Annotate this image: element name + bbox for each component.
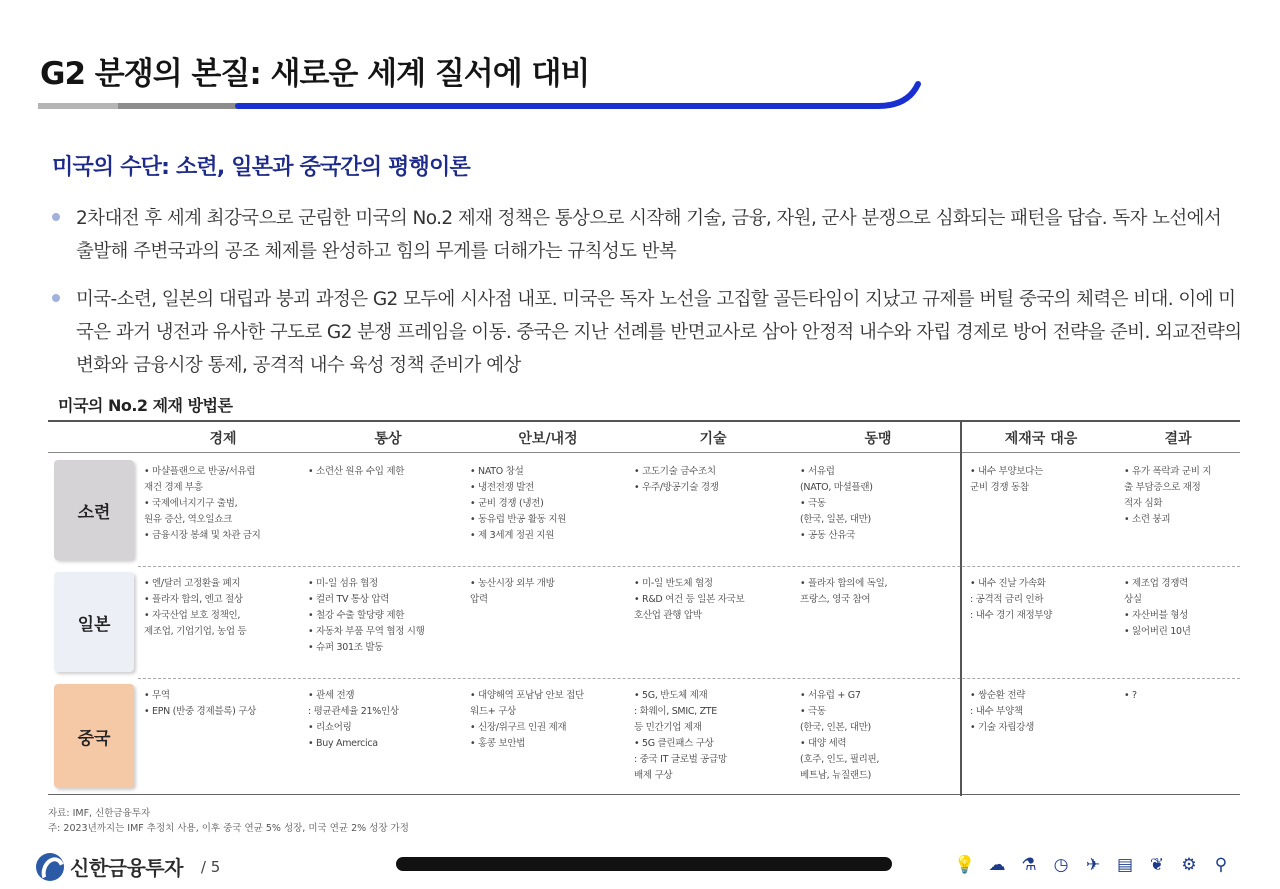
header-alliance: 동맹 [864, 431, 892, 447]
header-technology: 기술 [699, 431, 727, 447]
lightbulb-icon: 💡 [954, 855, 976, 875]
header-trade: 통상 [374, 431, 402, 447]
cell-line: : 내수 경기 재정부양 [970, 610, 1053, 621]
table-cell [470, 688, 630, 752]
row-label-japan: 일본 [54, 572, 134, 672]
page-number: / 5 [200, 857, 221, 876]
cell-line: • 소련 붕괴 [1124, 514, 1171, 525]
cell-line: • 리쇼어링 [308, 722, 352, 733]
cell-line: • 제 3세계 정권 지원 [470, 530, 555, 541]
cell-line: • EPN (반중 경제블록) 구상 [144, 706, 256, 717]
table-top-rule [48, 420, 1240, 422]
cell-line: • 국제에너지기구 출범, [144, 498, 238, 509]
cell-line: • 극동 [800, 706, 826, 717]
leaf-icon: ❦ [1149, 855, 1165, 875]
table-cell [970, 688, 1120, 736]
bullet-text: 미국-소련, 일본의 대립과 붕괴 과정은 G2 모두에 시사점 내포. 미국은 독자 노선을 고집할 골든타임이 지났고 규제를 버틸 중국의 체력은 비대. 이에 미국은 과거 냉전과 유사한 구도로 G2 분쟁 프레임을 이동. 중국은 지난 선례를 반면교사로 삼아 안정적 내수와 자립 경제로 방어 전략을 준비. 외교전략의 변화와 금융시장 통제, 공격적 내수 육성 정책 준비가 예상 [76, 289, 1242, 376]
page-title: G2 분쟁의 본질: 새로운 세계 질서에 대비 [40, 56, 590, 92]
cell-line: • 소련산 원유 수입 제한 [308, 466, 405, 477]
cell-line: 상실 [1124, 594, 1142, 605]
cell-line: : 내수 부양책 [970, 706, 1023, 717]
table-cell [970, 464, 1120, 496]
cell-line: • 대양 세력 [800, 738, 847, 749]
cell-line: • NATO 창설 [470, 466, 524, 477]
cell-line: 군비 경쟁 동참 [970, 482, 1029, 493]
cell-line: : 공격적 금리 인하 [970, 594, 1044, 605]
cell-line: • 쌍순환 전략 [970, 690, 1026, 701]
cell-line: : 평균관세율 21%인상 [308, 706, 399, 717]
table-cell [308, 576, 468, 656]
document-icon: ▤ [1116, 855, 1134, 875]
cell-line: 제조업, 기업기업, 농업 등 [144, 626, 247, 637]
cell-line: : 화웨이, SMIC, ZTE [634, 706, 718, 717]
cell-line: • 철강 수출 할당량 제한 [308, 610, 405, 621]
cell-line: • 대양해역 포남남 안보 접단 [470, 690, 584, 701]
cloud-icon: ☁ [988, 855, 1006, 875]
section-subtitle: 미국의 수단: 소련, 일본과 중국간의 평행이론 [52, 155, 470, 180]
table-title: 미국의 No.2 제재 방법론 [58, 396, 233, 415]
cell-line: 출 부담증으로 재정 [1124, 482, 1201, 493]
cell-line: • ? [1124, 690, 1137, 701]
cell-line: : 중국 IT 글로벌 공급망 [634, 754, 727, 765]
cell-line: • 우주/방공기술 경쟁 [634, 482, 719, 493]
cell-line: • 5G 클린패스 구상 [634, 738, 714, 749]
cell-line: • 기술 자립강생 [970, 722, 1035, 733]
cell-line: (한국, 인본, 대만) [800, 722, 871, 733]
cell-line: 적자 심화 [1124, 498, 1163, 509]
cell-line: • 자산버블 형성 [1124, 610, 1189, 621]
source-line: 자료: IMF, 신한금융투자 [48, 808, 151, 819]
cell-line: • 무역 [144, 690, 170, 701]
cell-line: • 내수 진날 가속화 [970, 578, 1046, 589]
cell-line: • 신장/위구르 인권 제재 [470, 722, 567, 733]
header-response: 제재국 대응 [1004, 431, 1078, 447]
cell-line: 원유 증산, 역오일쇼크 [144, 514, 233, 525]
cell-line: (한국, 일본, 대만) [800, 514, 871, 525]
bullet-item [52, 283, 1242, 382]
table-cell [800, 464, 960, 544]
table-column-divider [960, 420, 962, 796]
cell-line: • 고도기술 금수조치 [634, 466, 716, 477]
cell-line: • 자동차 부품 무역 협정 시행 [308, 626, 425, 637]
cell-line: 등 민간기업 제재 [634, 722, 702, 733]
cell-line: 워드+ 구상 [470, 706, 516, 717]
home-indicator-bar[interactable] [396, 857, 892, 871]
cell-line: • 서유럽 [800, 466, 835, 477]
sanctions-table [48, 420, 1240, 796]
cell-line: • 플라자 합의, 엔고 절상 [144, 594, 243, 605]
table-cell [308, 464, 468, 480]
cell-line: • 냉전전쟁 발전 [470, 482, 535, 493]
row-divider [138, 678, 1240, 679]
bullet-dot [52, 294, 60, 302]
cell-line: 배제 구상 [634, 770, 673, 781]
cell-line: • 홍콩 보안법 [470, 738, 526, 749]
cell-line: 베트남, 뉴질랜드) [800, 770, 871, 781]
table-cell [800, 688, 960, 784]
table-cell [470, 464, 630, 544]
cell-line: (NATO, 마셜플랜) [800, 482, 873, 493]
table-cell [634, 464, 796, 496]
table-header-rule [48, 452, 1240, 453]
cell-line: • 미-일 섬유 협정 [308, 578, 378, 589]
cell-line: • 공동 산유국 [800, 530, 856, 541]
cell-line: • 동유럽 반공 활동 지원 [470, 514, 567, 525]
cell-line: • 관세 전쟁 [308, 690, 355, 701]
table-bottom-rule [48, 794, 1240, 795]
cell-line: (호주, 인도, 필리핀, [800, 754, 880, 765]
table-cell [1124, 576, 1240, 640]
table-cell [970, 576, 1120, 624]
brand-name: 신한금융투자 [70, 856, 183, 880]
table-cell [1124, 688, 1240, 704]
table-cell [144, 688, 304, 720]
table-cell [144, 464, 304, 544]
bullet-item [52, 202, 1242, 268]
clock-icon: ◷ [1053, 855, 1069, 875]
header-security: 안보/내정 [518, 431, 578, 447]
flask-icon: ⚗ [1021, 855, 1037, 875]
brand-logo-icon [36, 853, 64, 881]
cell-line: 호산업 관행 압박 [634, 610, 702, 621]
cell-line: • 극동 [800, 498, 826, 509]
bullet-dot [52, 213, 60, 221]
cell-line: • 잃어버린 10년 [1124, 626, 1191, 637]
table-cell [634, 688, 796, 784]
cell-line: 압력 [470, 594, 488, 605]
table-cell [800, 576, 960, 608]
footer-brand [36, 852, 220, 881]
cell-line: • 유가 폭락과 군비 지 [1124, 466, 1212, 477]
row-label-china: 중국 [54, 684, 134, 788]
cell-line: • R&D 여건 등 일본 자국보 [634, 594, 745, 605]
cell-line: • Buy Amercica [308, 738, 378, 749]
cell-line: • 미-일 반도체 협정 [634, 578, 713, 589]
row-label-soviet: 소련 [54, 460, 134, 560]
cell-line: • 마샬플랜으로 반공/서유럽 [144, 466, 256, 477]
cell-line: • 5G, 반도체 제재 [634, 690, 708, 701]
cell-line: • 금융시장 봉쇄 및 차관 금지 [144, 530, 261, 541]
source-note [48, 806, 409, 836]
table-cell [1124, 464, 1240, 528]
cell-line: • 플라자 합의에 독일, [800, 578, 888, 589]
cell-line: 재건 경제 부흥 [144, 482, 203, 493]
cell-line: • 농산시장 외부 개방 [470, 578, 555, 589]
title-underline [38, 80, 928, 120]
cell-line: 프랑스, 영국 참여 [800, 594, 871, 605]
cell-line: • 내수 부양보다는 [970, 466, 1043, 477]
header-result: 결과 [1164, 431, 1192, 447]
table-cell [308, 688, 468, 752]
cell-line: • 컬러 TV 통상 압력 [308, 594, 390, 605]
cell-line: • 슈퍼 301조 발동 [308, 642, 384, 653]
table-cell [470, 576, 630, 608]
bullet-text: 2차대전 후 세계 최강국으로 군림한 미국의 No.2 제재 정책은 통상으로 시작해 기술, 금융, 자원, 군사 분쟁으로 심화되는 패턴을 답습. 독자 노선에서 출발해 주변국과의 공조 체제를 완성하고 힘의 무게를 더해가는 규칙성도 반복 [76, 208, 1222, 262]
bicycle-icon: ⚲ [1214, 855, 1228, 875]
cell-line: • 군비 경쟁 (냉전) [470, 498, 544, 509]
cell-line: • 서유럽 + G7 [800, 690, 861, 701]
header-economy: 경제 [209, 431, 237, 447]
airplane-icon: ✈ [1085, 855, 1101, 875]
row-divider [138, 566, 1240, 567]
footer-icon-strip [952, 853, 1234, 877]
cell-line: • 엔/달러 고정환율 폐지 [144, 578, 241, 589]
table-cell [634, 576, 796, 624]
gear-icon: ⚙ [1181, 855, 1197, 875]
cell-line: • 자국산업 보호 정책인, [144, 610, 241, 621]
footnote-line: 주: 2023년까지는 IMF 추정치 사용, 이후 중국 연균 5% 성장, 미국 연균 2% 성장 가정 [48, 823, 409, 834]
table-cell [144, 576, 304, 640]
cell-line: • 제조업 경쟁력 [1124, 578, 1189, 589]
